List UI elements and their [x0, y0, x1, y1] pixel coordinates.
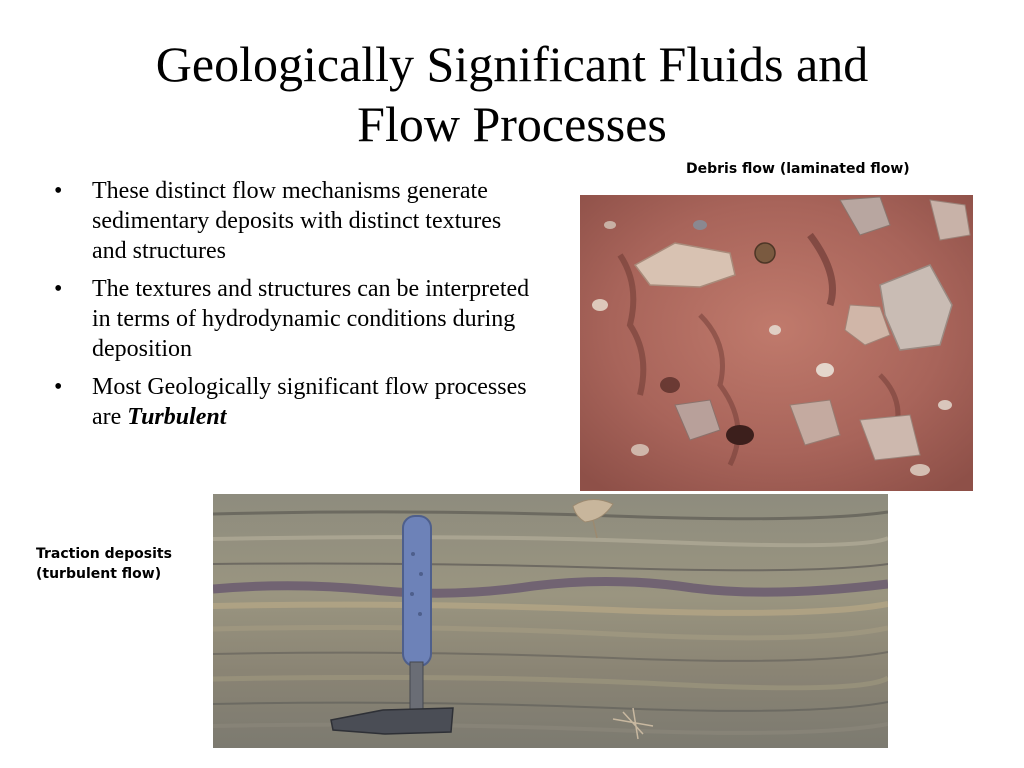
debris-flow-image [580, 195, 973, 491]
debris-flow-photo [580, 195, 973, 491]
bullet-emphasis: Turbulent [127, 404, 227, 430]
traction-deposits-image [213, 494, 888, 748]
slide-title-line-2: Flow Processes [357, 96, 667, 152]
traction-deposits-caption [36, 544, 206, 584]
bullet-item [52, 176, 532, 266]
bullet-item [52, 274, 532, 364]
bullet-text: The textures and structures can be interpreted in terms of hydrodynamic conditions during deposition [92, 276, 530, 362]
bullet-dot-icon: • [54, 276, 63, 302]
bullet-text: Most Geologically significant flow processes are [92, 374, 527, 430]
bullet-dot-icon: • [54, 178, 63, 204]
bullet-list [52, 176, 532, 440]
bullet-item [52, 372, 532, 432]
slide-title-line-1: Geologically Significant Fluids and [155, 36, 869, 92]
bullet-text: These distinct flow mechanisms generate sedimentary deposits with distinct textures and structures [92, 178, 502, 264]
debris-flow-caption: Debris flow (laminated flow) [686, 161, 910, 177]
bullet-dot-icon: • [54, 374, 63, 400]
traction-deposits-photo [213, 494, 888, 748]
traction-caption-line-1: Traction deposits [36, 546, 172, 562]
traction-caption-line-2: (turbulent flow) [36, 566, 162, 582]
slide-title [60, 34, 964, 154]
